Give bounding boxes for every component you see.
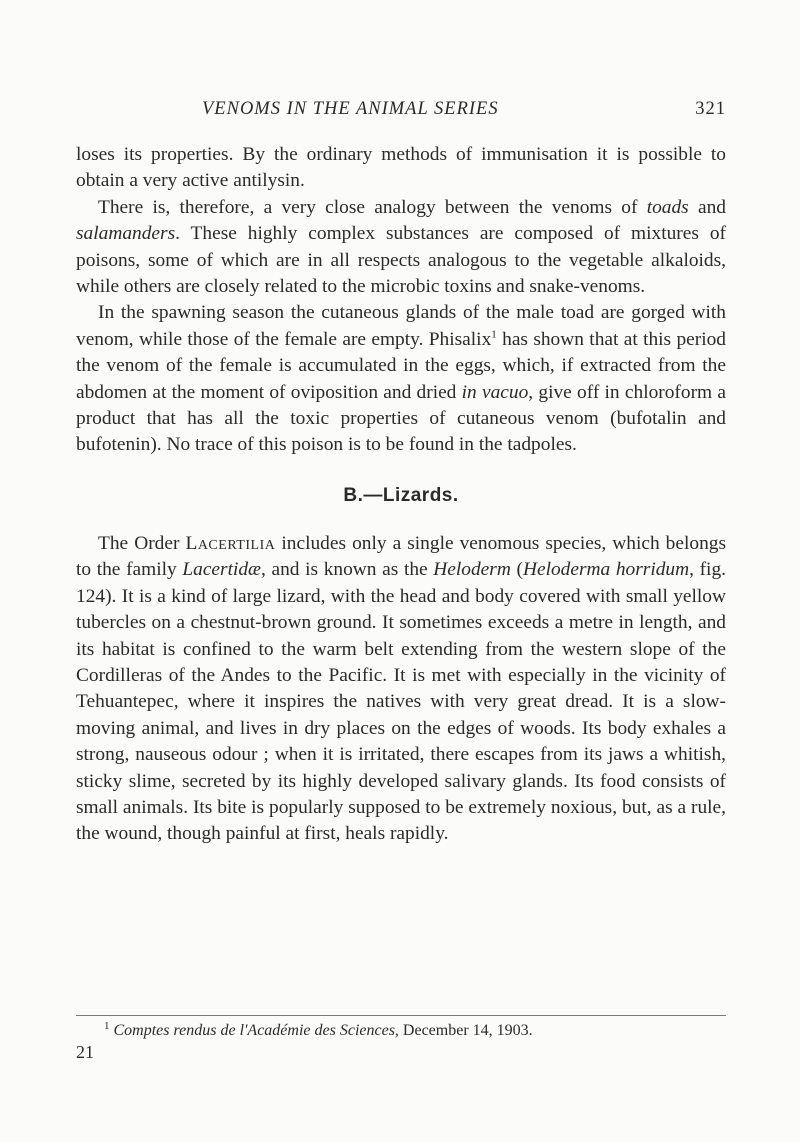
footnote-date: , December 14, 1903. (394, 1022, 533, 1039)
signature-mark: 21 (76, 1042, 94, 1062)
term-salamanders: salamanders (76, 223, 176, 245)
running-title: VENOMS IN THE ANIMAL SERIES (202, 99, 499, 119)
term-lacertilia: Lacertilia (185, 532, 276, 554)
footnote-source: Comptes rendus de l'Académie des Sciences (113, 1022, 395, 1039)
paragraph-2: There is, therefore, a very close analogy between the venoms of toads and salamanders. These highly complex substances are composed of mixtures of poisons, some of which are in all respects analogous to the vegetable alkaloids, while others are closely related to the microbic toxins and snake-venoms. (76, 196, 726, 298)
running-head (76, 99, 726, 123)
paragraph-3: In the spawning season the cutaneous glands of the male toad are gorged with venom, while those of the female are empty. Phisalix$^1$ has shown that at this period the venom of the female is accumulated in the eggs, which, if extracted from the abdomen at the moment of oviposition and dried in vacuo, give off in chloroform a product that has all the toxic properties of cutaneous venom (bufotalin and bufotenin). No trace of this poison is to be found in the tadpoles. (76, 302, 726, 456)
body-text (76, 142, 726, 848)
term-heloderm: Heloderm (433, 559, 511, 581)
term-toads: toads (646, 196, 689, 218)
page-number: 321 (695, 99, 726, 119)
paragraph-4: The Order Lacertilia includes only a single venomous species, which belongs to the family Lacertidæ, and is known as the Heloderm (Heloderma horridum, fig. 124). It is a kind of large lizard, with the head and body covered with small yellow tubercles on a chestnut-brown ground. It sometimes exceeds a metre in length, and its habitat is confined to the warm belt extending from the western slope of the Cordilleras of the Andes to the Pacific. It is met with especially in the vicinity of Tehuantepec, where it inspires the natives with very great dread. It is a slow-moving animal, and lives in dry places on the edges of woods. Its body exhales a strong, nauseous odour ; when it is irritated, there escapes from its jaws a whitish, sticky slime, secreted by its highly developed salivary glands. Its food consists of small animals. Its bite is popularly supposed to be extremely noxious, but, as a rule, the wound, though painful at first, heals rapidly. (76, 532, 727, 845)
footnote-reference: 1 (491, 328, 497, 341)
footnote-rule (76, 1015, 726, 1016)
paragraph-1: loses its properties. By the ordinary methods of immunisation it is possible to obtain a very active antilysin. (76, 144, 726, 192)
footnote-marker: 1 (104, 1019, 110, 1032)
term-in-vacuo: in vacuo (461, 381, 529, 403)
section-heading: B.—Lizards. (343, 484, 459, 506)
term-lacertidae: Lacertidæ (182, 559, 261, 581)
term-heloderma-horridum: Heloderma horridum (522, 559, 690, 581)
footnote (104, 1021, 533, 1041)
